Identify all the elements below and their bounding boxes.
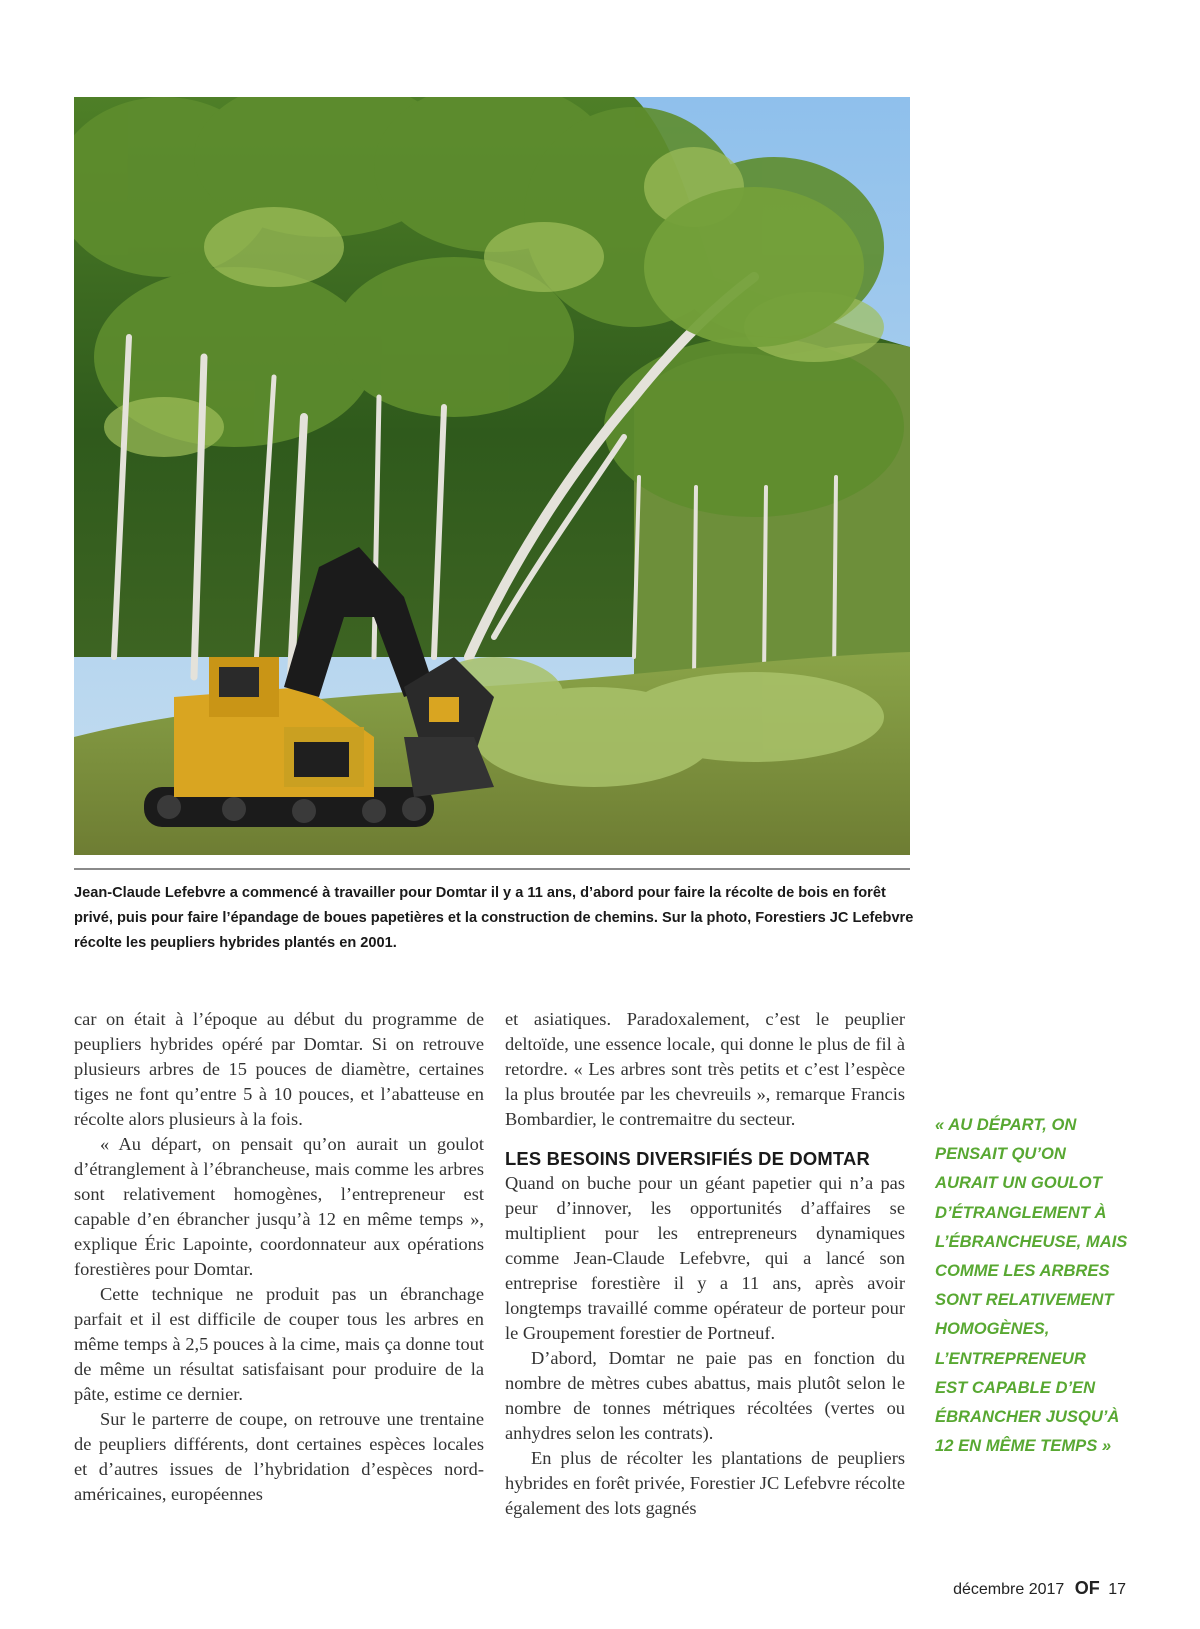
paragraph: et asiatiques. Paradoxalement, c’est le peuplier deltoïde, une essence locale, qui donne le plus de fil à retordre. « Les arbres sont très petits et c’est l’espèce la plus broutée par les chevreuils », remarque Francis Bombardier, le contremaitre du secteur. <box>505 1009 905 1129</box>
paragraph: « Au départ, on pensait qu’on aurait un goulot d’étranglement à l’ébrancheuse, mais comme les arbres sont relativement homogènes, l’entrepreneur est capable d’en ébrancher jusqu’à 12 en même temps », explique Éric Lapointe, coordonnateur aux opérations forestières pour Domtar. <box>74 1134 484 1279</box>
pull-quote-line: « AU DÉPART, ON <box>935 1115 1077 1134</box>
pull-quote-line: ÉBRANCHER JUSQU’À <box>935 1407 1120 1427</box>
page-number: 17 <box>1108 1581 1126 1598</box>
pull-quote-line: AURAIT UN GOULOT <box>935 1173 1102 1193</box>
paragraph: En plus de récolter les plantations de peupliers hybrides en forêt privée, Forestier JC Lefebvre récolte également des lots gagnés <box>505 1448 905 1518</box>
caption-divider <box>74 868 910 870</box>
issue-date: décembre 2017 <box>953 1581 1065 1598</box>
pull-quote-line: 12 EN MÊME TEMPS » <box>935 1436 1112 1456</box>
article-column-right <box>505 1007 905 1521</box>
magazine-logo: OF <box>1074 1578 1100 1598</box>
feller-buncher-photo-illustration <box>74 97 910 855</box>
photo-caption: Jean-Claude Lefebvre a commencé à travailler pour Domtar il y a 11 ans, d’abord pour faire la récolte de bois en forêt privé, puis pour faire l’épandage de boues papetières et la construction de chemins. Sur la photo, Forestiers JC Lefebvre récolte les peupliers hybrides plantés en 2001. <box>74 885 914 951</box>
pull-quote-line: D’ÉTRANGLEMENT À <box>935 1202 1107 1222</box>
paragraph: D’abord, Domtar ne paie pas en fonction du nombre de mètres cubes abattus, mais plutôt selon le nombre de tonnes métriques récoltées (vertes ou anhydres selon les contrats). <box>505 1348 905 1443</box>
pull-quote-line: PENSAIT QU’ON <box>935 1144 1066 1164</box>
pull-quote-line: HOMOGÈNES, <box>935 1319 1050 1339</box>
pull-quote <box>935 1110 1165 1460</box>
page-footer <box>953 1578 1126 1599</box>
paragraph: Sur le parterre de coupe, on retrouve une trentaine de peupliers différents, dont certaines espèces locales et d’autres issues de l’hybridation d’espèces nord-américaines, européennes <box>74 1409 484 1504</box>
pull-quote-line: COMME LES ARBRES <box>935 1261 1110 1281</box>
pull-quote-line: EST CAPABLE D’EN <box>935 1377 1096 1397</box>
pull-quote-line: L’ENTREPRENEUR <box>935 1348 1086 1368</box>
section-heading: LES BESOINS DIVERSIFIÉS DE DOMTAR <box>505 1148 870 1169</box>
paragraph: car on était à l’époque au début du programme de peupliers hybrides opéré par Domtar. Si on retrouve plusieurs arbres de 15 pouces de diamètre, certaines tiges ne font qu’entre 5 à 10 pouces, et l’abatteuse en récolte alors plusieurs à la fois. <box>74 1009 484 1129</box>
leaning-tree-crown <box>644 187 864 347</box>
article-column-left <box>74 1007 484 1507</box>
paragraph: Cette technique ne produit pas un ébranchage parfait et il est difficile de couper tous les arbres en même temps à 2,5 pouces à la cime, mais ça donne tout de même un résultat satisfaisant pour produire de la pâte, estime ce dernier. <box>74 1284 484 1404</box>
pull-quote-line: L’ÉBRANCHEUSE, MAIS <box>935 1231 1128 1251</box>
paragraph: Quand on buche pour un géant papetier qui n’a pas peur d’innover, les opportunités d’affaires se multiplient pour les entrepreneurs dynamiques comme Jean-Claude Lefebvre, qui a lancé son entreprise forestière il y a 11 ans, après avoir longtemps travaillé comme opérateur de porteur pour le Groupement forestier de Portneuf. <box>505 1173 905 1343</box>
article-photo <box>74 97 910 855</box>
pull-quote-line: SONT RELATIVEMENT <box>935 1290 1114 1310</box>
